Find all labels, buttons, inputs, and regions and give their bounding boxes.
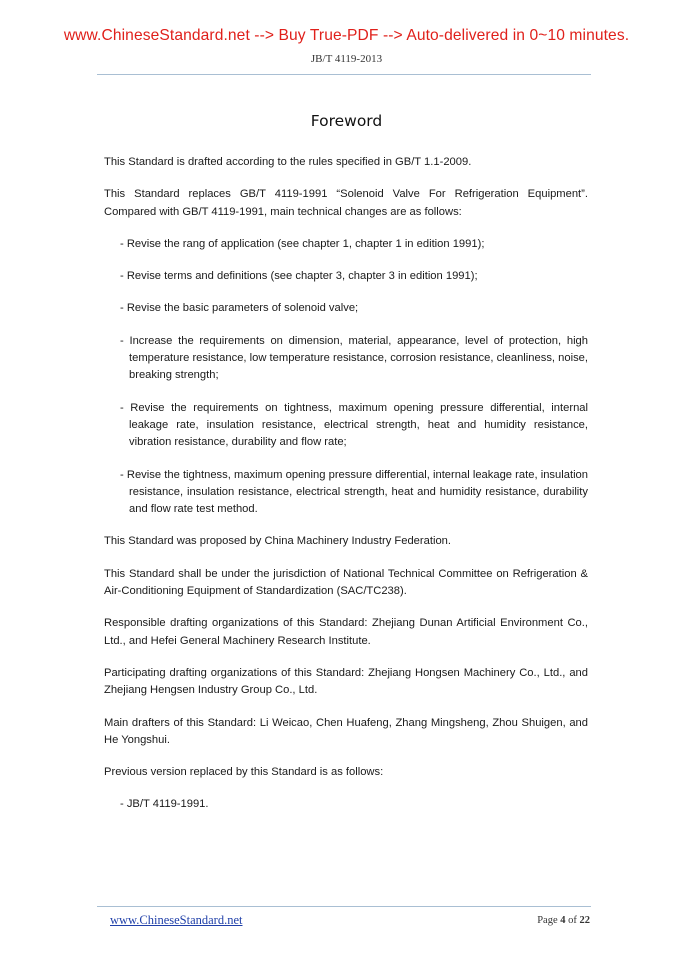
change-item: - Increase the requirements on dimension, material, appearance, level of protection, high temperature resistance, low temperature resistance, corrosion resistance, cleanliness, noise, breaking strength; (120, 334, 588, 382)
paragraph-previous-version: Previous version replaced by this Standard is as follows: (104, 766, 384, 779)
paragraph-main-drafters: Main drafters of this Standard: Li Weicao, Chen Huafeng, Zhang Mingsheng, Zhou Shuigen, and He Yongshui. (104, 716, 588, 746)
paragraph-participating-orgs: Participating drafting organizations of this Standard: Zhejiang Hongsen Machinery Co., Ltd., and Zhejiang Hengsen Industry Group Co., Ltd. (104, 666, 588, 697)
paragraph-replaces: This Standard replaces GB/T 4119-1991 “Solenoid Valve For Refrigeration Equipment”. Compared with GB/T 4119-1991, main technical changes are as follows: (104, 188, 588, 218)
foreword-body (104, 154, 588, 829)
page-of-label: of (568, 915, 577, 926)
change-item: - Revise terms and definitions (see chapter 3, chapter 3 in edition 1991); (120, 270, 478, 283)
page-number (537, 915, 590, 926)
paragraph-responsible-orgs: Responsible drafting organizations of this Standard: Zhejiang Dunan Artificial Environment Co., Ltd., and Hefei General Machinery Research Institute. (104, 617, 588, 647)
promo-banner[interactable]: www.ChineseStandard.net --> Buy True-PDF --> Auto-delivered in 0~10 minutes. (63, 27, 630, 44)
previous-version-item: - JB/T 4119-1991. (120, 798, 209, 811)
header-doc-code: JB/T 4119-2013 (310, 53, 383, 65)
header-divider (97, 74, 591, 75)
footer-website-link[interactable]: www.ChineseStandard.net (110, 913, 243, 927)
change-item: - Revise the basic parameters of solenoid valve; (120, 302, 359, 315)
paragraph-drafting-rules: This Standard is drafted according to the rules specified in GB/T 1.1-2009. (104, 156, 472, 168)
change-item: - Revise the requirements on tightness, maximum opening pressure differential, internal leakage rate, insulation resistance, electrical strength, heat and humidity resistance, vibration resistance, durability and flow rate; (120, 401, 588, 449)
page-title: Foreword (310, 112, 383, 130)
page-label: Page (537, 915, 558, 926)
paragraph-jurisdiction: This Standard shall be under the jurisdiction of National Technical Committee on Refrigeration & Air-Conditioning Equipment of Standardization (SAC/TC238). (104, 567, 588, 598)
page-current: 4 (560, 915, 566, 926)
change-item: - Revise the tightness, maximum opening pressure differential, internal leakage rate, insulation resistance, insulation resistance, electrical strength, heat and humidity resistance, durability and flow rate test method. (120, 468, 588, 516)
paragraph-proposed-by: This Standard was proposed by China Machinery Industry Federation. (104, 535, 451, 548)
page-total: 22 (579, 915, 590, 926)
footer-divider (97, 906, 591, 907)
change-item: - Revise the rang of application (see chapter 1, chapter 1 in edition 1991); (120, 237, 485, 250)
